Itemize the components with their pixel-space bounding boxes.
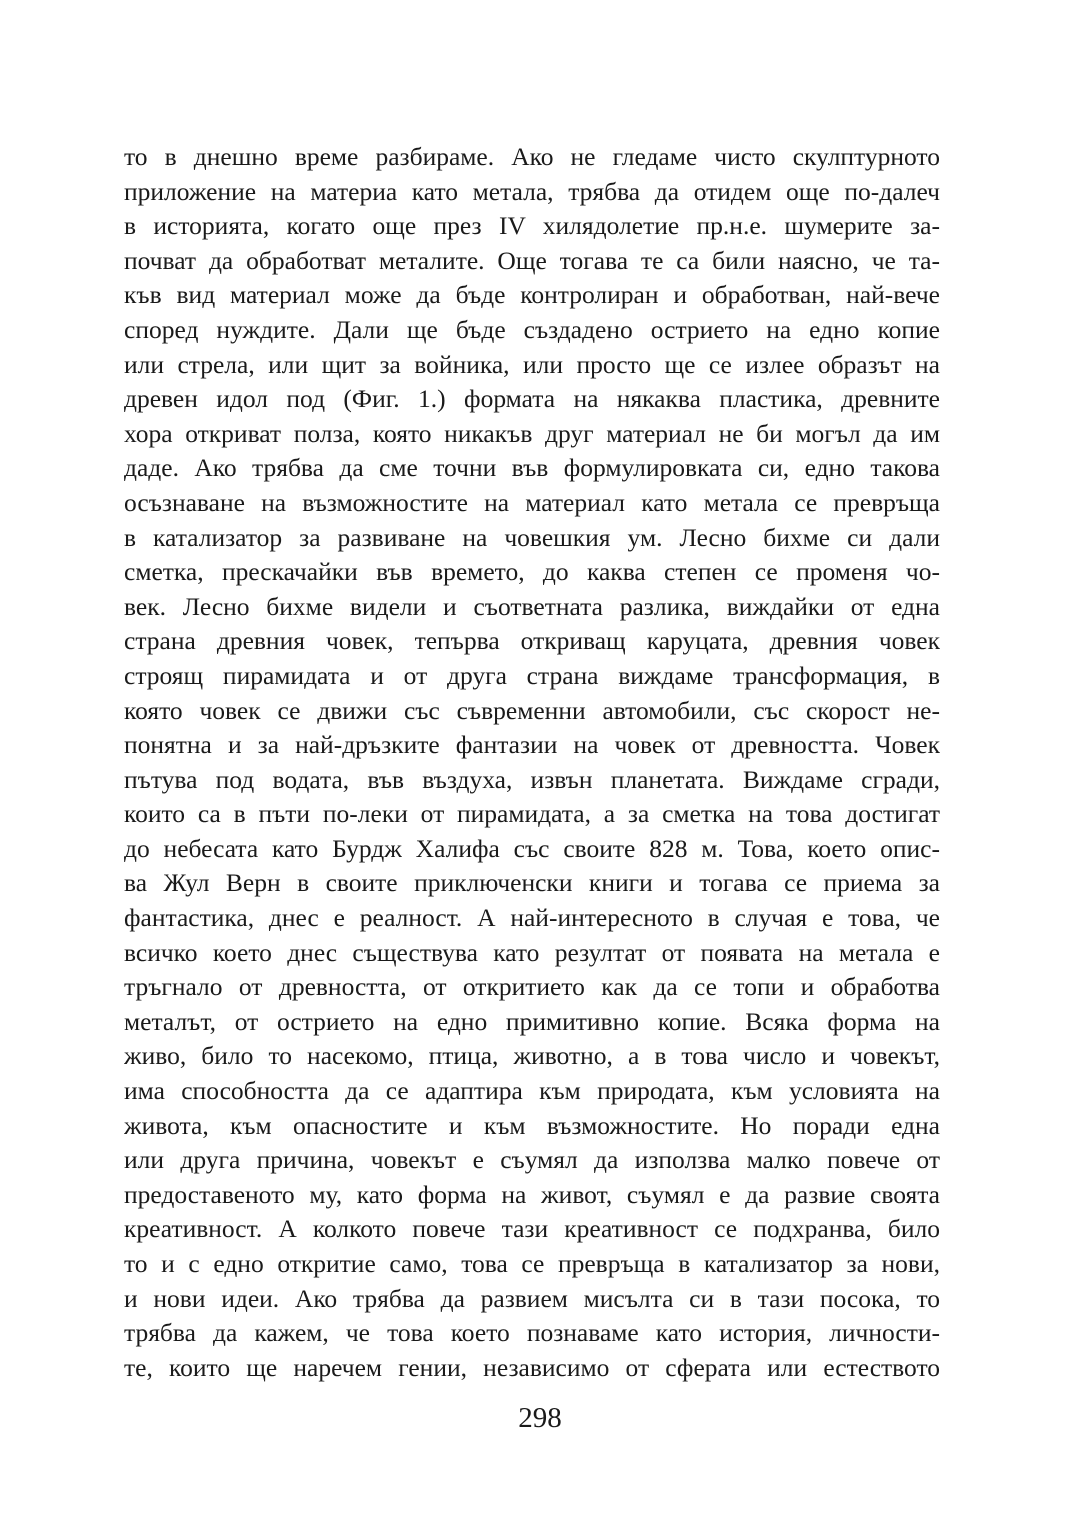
- text-line: сметка, прескачайки във времето, до каква степен се променя чо-: [124, 557, 940, 587]
- text-line: къв вид материал може да бъде контролиран и обработван, най-вече: [124, 280, 940, 310]
- text-line: ва Жул Верн в своите приключенски книги и тогава се приема за: [124, 868, 940, 898]
- text-line: почват да обработват металите. Още тогава те са били наясно, че та-: [124, 245, 940, 275]
- text-line: всичко което днес съществува като резултат от появата на метала е: [124, 937, 940, 967]
- text-line: строящ пирамидата и от друга страна виждаме трансформация, в: [124, 660, 940, 690]
- text-line: има способността да се адаптира към природата, към условията на: [124, 1076, 940, 1106]
- text-line: даде. Ако трябва да сме точни във формулировката си, едно такова: [124, 453, 940, 483]
- text-line: пътува под водата, във въздуха, извън планетата. Виждаме сгради,: [124, 764, 940, 794]
- text-line: век. Лесно бихме видели и съответната разлика, виждайки от една: [124, 591, 940, 621]
- text-line: осъзнаване на възможностите на материал като метала се превръща: [124, 487, 940, 517]
- text-line: фантастика, днес е реалност. А най-интересното в случая е това, че: [124, 903, 940, 933]
- text-line: хора откриват полза, която никакъв друг материал не би могъл да им: [124, 418, 940, 448]
- text-line: които са в пъти по-леки от пирамидата, а за сметка на това достигат: [124, 799, 940, 829]
- text-line: и нови идеи. Ако трябва да развием мисълта си в тази посока, то: [124, 1283, 940, 1313]
- text-line: в катализатор за развиване на човешкия ум. Лесно бихме си дали: [124, 522, 940, 552]
- text-line: предоставеното му, като форма на живот, съумял е да развие своята: [124, 1179, 940, 1209]
- text-line: в историята, когато още през IV хилядолетие пр.н.е. шумерите за-: [124, 211, 940, 241]
- text-line: или друга причина, човекът е съумял да използва малко повече от: [124, 1145, 940, 1175]
- page-number: 298: [518, 1402, 562, 1434]
- text-line: те, които ще наречем гении, независимо от сферата или естеството: [124, 1352, 940, 1382]
- text-line: металът, от острието на едно примитивно копие. Всяка форма на: [124, 1006, 940, 1036]
- text-line: приложение на материа като метала, трябва да отидем още по-далеч: [124, 176, 940, 206]
- text-line: то в днешно време разбираме. Ако не гледаме чисто скулптурното: [124, 142, 940, 171]
- text-line: тръгнало от древността, от откритието как да се топи и обработва: [124, 972, 940, 1002]
- text-line: или стрела, или щит за войника, или просто ще се излее образът на: [124, 349, 940, 379]
- text-line: понятна и за най-дръзките фантазии на човек от древността. Човек: [124, 730, 940, 760]
- text-line: живо, било то насекомо, птица, животно, а в това число и човекът,: [124, 1041, 940, 1071]
- text-line: живота, към опасностите и към възможностите. Но поради една: [124, 1110, 940, 1140]
- text-line: според нуждите. Дали ще бъде създадено острието на едно копие: [124, 314, 940, 344]
- text-line: то и с едно откритие само, това се превръща в катализатор за нови,: [124, 1249, 940, 1278]
- text-line: трябва да кажем, че това което познаваме като история, личности-: [124, 1318, 940, 1348]
- text-line: креативност. А колкото повече тази креативност се подхранва, било: [124, 1214, 940, 1244]
- text-line: до небесата като Бурдж Халифа със своите 828 м. Това, което опис-: [124, 833, 940, 863]
- text-line: страна древния човек, тепърва откриващ каруцата, древния човек: [124, 626, 940, 656]
- text-line: която човек се движи със съвременни автомобили, със скорост не-: [124, 695, 940, 725]
- text-line: древен идол под (Фиг. 1.) формата на някаква пластика, древните: [124, 384, 940, 414]
- body-text: [124, 140, 940, 1385]
